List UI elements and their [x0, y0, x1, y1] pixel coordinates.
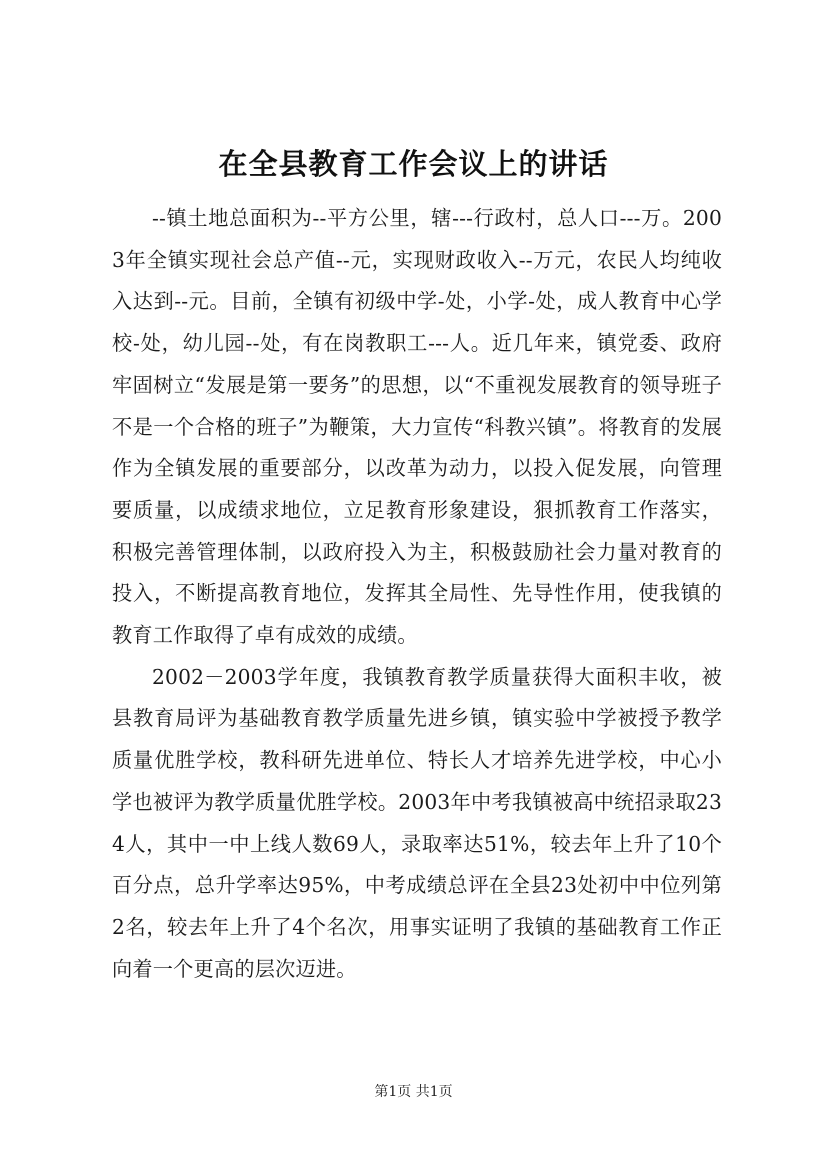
document-body [112, 198, 722, 990]
document-title: 在全县教育工作会议上的讲话 [218, 147, 609, 181]
paragraph-2: 2002－2003学年度，我镇教育教学质量获得大面积丰收，被县教育局评为基础教育教学质量先进乡镇，镇实验中学被授予教学质量优胜学校，教科研先进单位、特长人才培养先进学校，中心小学也被评为教学质量优胜学校。2003年中考我镇被高中统招录取234人，其中一中上线人数69人，录取率达51%，较去年上升了10个百分点，总升学率达95%，中考成绩总评在全县23处初中中位列第2名，较去年上升了4个名次，用事实证明了我镇的基础教育工作正向着一个更高的层次迈进。 [112, 664, 722, 981]
paragraph-1: --镇土地总面积为--平方公里，辖---行政村，总人口---万。2003年全镇实现社会总产值--元，实现财政收入--万元，农民人均纯收入达到--元。目前，全镇有初级中学-处，小学-处，成人教育中心学校-处，幼儿园--处，有在岗教职工---人。近几年来，镇党委、政府牢固树立“发展是第一要务”的思想，以“不重视发展教育的领导班子不是一个合格的班子”为鞭策，大力宣传“科教兴镇”。将教育的发展作为全镇发展的重要部分，以改革为动力，以投入促发展，向管理要质量，以成绩求地位，立足教育形象建设，狠抓教育工作落实，积极完善管理体制，以政府投入为主，积极鼓励社会力量对教育的投入，不断提高教育地位，发挥其全局性、先导性作用，使我镇的教育工作取得了卓有成效的成绩。 [112, 206, 722, 648]
page-footer: 第1页 共1页 [374, 1084, 453, 1100]
